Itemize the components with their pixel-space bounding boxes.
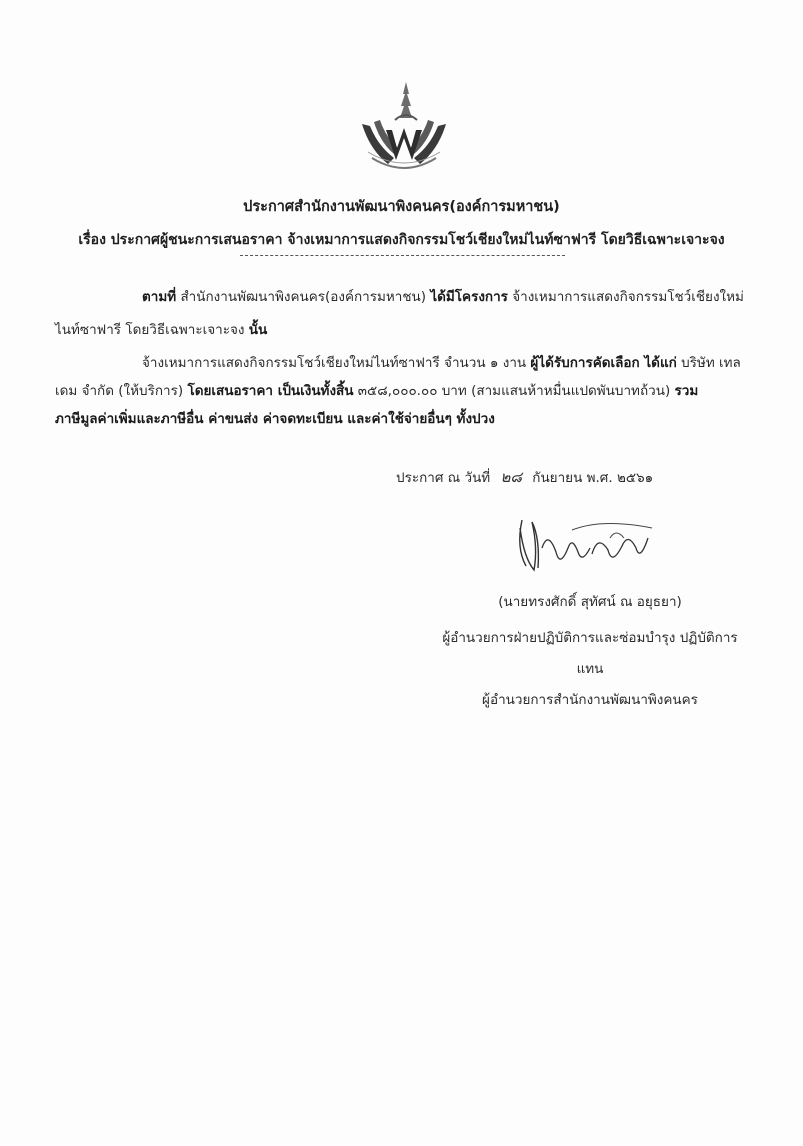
paragraph-2-line-3: ภาษีมูลค่าเพิ่มและภาษีอื่น ค่าขนส่ง ค่าจดทะเบียน และค่าใช้จ่ายอื่นๆ ทั้งปวง: [55, 411, 495, 427]
announce-date: ประกาศ ณ วันที่ ๒๘ กันยายน พ.ศ. ๒๕๖๑: [396, 465, 653, 489]
paragraph-2-line-1: จ้างเหมาการแสดงกิจกรรมโชว์เชียงใหม่ไนท์ซาฟารี จำนวน ๑ งาน ผู้ได้รับการคัดเลือก ได้แก่ บริษัท เทล: [142, 355, 741, 371]
agency-logo: [350, 80, 458, 180]
on-behalf-label: แทน: [576, 661, 604, 677]
handwritten-day: ๒๘: [500, 468, 522, 486]
announcement-subject: เรื่อง ประกาศผู้ชนะการเสนอราคา จ้างเหมาการแสดงกิจกรรมโชว์เชียงใหม่ไนท์ซาฟารี โดยวิธีเฉพาะเจาะจง: [78, 232, 725, 248]
paragraph-1-line-1: ตามที่ สำนักงานพัฒนาพิงคนคร(องค์การมหาชน) ได้มีโครงการ จ้างเหมาการแสดงกิจกรรมโชว์เชียงใหม่: [142, 289, 744, 305]
signer-position-2: ผู้อำนวยการสำนักงานพัฒนาพิงคนคร: [482, 692, 698, 708]
paragraph-2-line-2: เดม จำกัด (ให้บริการ) โดยเสนอราคา เป็นเงินทั้งสิ้น ๓๕๘,๐๐๐.๐๐ บาท (สามแสนห้าหมื่นแปดพันบาทถ้วน) รวม: [55, 383, 699, 399]
signer-position-1: ผู้อำนวยการฝ่ายปฏิบัติการและซ่อมบำรุง ปฏิบัติการ: [442, 630, 738, 646]
announcement-title: ประกาศสำนักงานพัฒนาพิงคนคร(องค์การมหาชน): [243, 199, 560, 215]
handwritten-signature: [512, 508, 662, 578]
paragraph-1-line-2: ไนท์ซาฟารี โดยวิธีเฉพาะเจาะจง นั้น: [55, 322, 268, 338]
separator-line: [240, 255, 565, 256]
signer-name: (นายทรงศักดิ์ สุทัศน์ ณ อยุธยา): [498, 594, 682, 610]
